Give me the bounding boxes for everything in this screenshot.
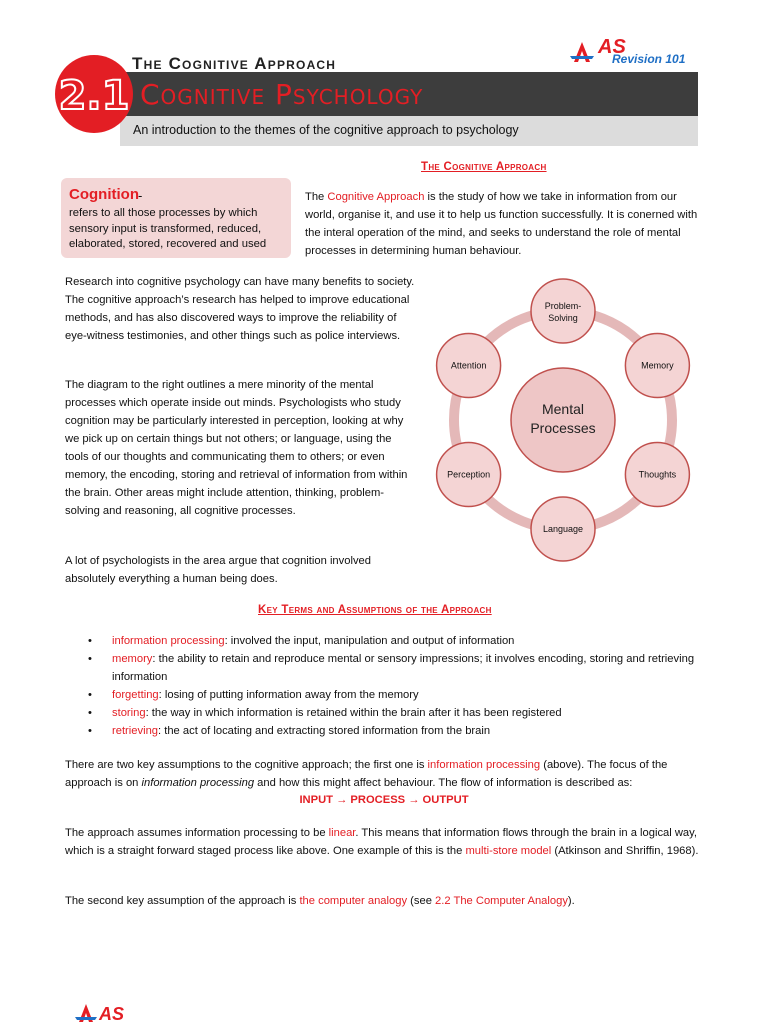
page-title: Cognitive Psychology — [140, 78, 424, 111]
definition-dash: - — [138, 188, 143, 203]
chapter-number: 2.1 — [58, 73, 130, 119]
list-item — [88, 722, 708, 740]
logo-revision-text: Revision 101 — [612, 52, 686, 66]
center-label-line1: Mental — [541, 401, 585, 417]
footer-as-logo-icon — [75, 1000, 155, 1024]
assumptions-paragraph — [65, 756, 705, 792]
approach-text-post: is the study of how we take in information from our world, organise it, and use it to help us function successfully. It is conerned with the interal operation of the mind, and seeks to understand the role of mental processes in determining human behaviour. — [305, 191, 698, 257]
assumptions-text-c: and how this might affect behaviour. The flow of information is described as: — [254, 777, 633, 789]
assumptions-text-b: (above). The focus of the approach is on — [65, 759, 668, 789]
second-assumption-paragraph — [65, 892, 705, 910]
linear-term: linear — [328, 827, 356, 839]
bullet-icon: • — [88, 635, 92, 647]
key-term-definition: : the ability to retain and reproduce mental or sensory impressions; it involves encoding, storing and retrieving information — [112, 653, 695, 683]
list-item — [88, 650, 708, 686]
mental-processes-diagram — [420, 268, 704, 568]
list-item — [88, 632, 708, 650]
bullet-icon: • — [88, 689, 92, 701]
approach-paragraph — [305, 188, 705, 260]
page-subtitle: The Cognitive Approach — [132, 54, 337, 73]
bullet-icon: • — [88, 707, 92, 719]
second-text-a: The second key assumption of the approach is — [65, 895, 300, 907]
computer-analogy-link[interactable]: 2.2 The Computer Analogy — [435, 895, 568, 907]
assumptions-term: information processing — [427, 759, 541, 771]
section-heading-cognitive-approach: The Cognitive Approach — [421, 161, 547, 173]
information-flow: INPUT → PROCESS → OUTPUT — [299, 794, 469, 806]
definition-term: Cognition — [69, 186, 139, 203]
process-node-label: Language — [542, 524, 584, 534]
assumptions-text-a: There are two key assumptions to the cognitive approach; the first one is — [65, 759, 428, 771]
section-heading-key-terms: Key Terms and Assumptions of the Approach — [258, 604, 492, 616]
footer-logo-text: AS — [99, 1004, 125, 1024]
computer-analogy-term: the computer analogy — [299, 895, 408, 907]
key-term-definition: : involved the input, manipulation and output of information — [224, 635, 515, 647]
key-terms-list — [88, 632, 708, 740]
approach-text-pre: The — [305, 191, 328, 203]
key-term-definition: : losing of putting information away from the memory — [158, 689, 419, 701]
approach-term: Cognitive Approach — [327, 191, 425, 203]
key-term-definition: : the way in which information is retained within the brain after it has been registered — [145, 707, 562, 719]
assumptions-italic: information processing — [141, 777, 255, 789]
bullet-icon: • — [88, 725, 92, 737]
linear-text-a: The approach assumes information processing to be — [65, 827, 329, 839]
process-node-label: Problem- — [544, 301, 582, 311]
process-node-label-line2: Solving — [548, 313, 578, 323]
key-term: storing — [112, 707, 146, 719]
definition-text: refers to all those processes by which sensory input is transformed, reduced, elaborated, stored, recovered and used — [69, 207, 267, 250]
multi-store-term: multi-store model — [465, 845, 552, 857]
key-term: information processing — [112, 635, 225, 647]
linear-paragraph — [65, 824, 705, 860]
second-text-b: (see — [407, 895, 436, 907]
center-label-line2: Processes — [530, 420, 596, 436]
intro-text: An introduction to the themes of the cognitive approach to psychology — [133, 123, 519, 137]
research-paragraph: Research into cognitive psychology can have many benefits to society. The cognitive approach’s research has helped to improve educational methods, and has also discovered ways to improve the reliability of eye-witness testimonies, and other things such as police interviews. — [65, 276, 415, 342]
logo-as-text: AS — [598, 36, 626, 58]
second-text-c: ). — [567, 895, 575, 907]
key-term-definition: : the act of locating and extracting stored information from the brain — [158, 725, 491, 737]
key-term: retrieving — [112, 725, 159, 737]
process-node-label: Thoughts — [638, 469, 677, 480]
list-item — [88, 686, 708, 704]
linear-text-c: (Atkinson and Shriffin, 1968). — [551, 845, 699, 857]
key-term: forgetting — [112, 689, 159, 701]
process-node-label: Attention — [450, 360, 487, 371]
diagram-paragraph: The diagram to the right outlines a mere minority of the mental processes which operate inside out minds. Psychologists who study cognition may be particularly interested in perception, looking at why we pick up on certain things but not others; or language, using the tools of our thoughts and communicating them to others; or even memory, the encoding, storing and retrieval of information from within the brain. Other areas might include attention, thinking, problem-solving and reasoning, all cognitive processes. — [65, 379, 408, 517]
process-node-label: Perception — [447, 469, 491, 480]
process-node-label: Memory — [641, 360, 674, 371]
linear-text-b: . This means that information flows through the brain in a logical way, which is a straight forward staged process like above. One example of this is the — [65, 827, 698, 857]
bullet-icon: • — [88, 653, 92, 665]
key-term: memory — [112, 653, 153, 665]
everything-paragraph: A lot of psychologists in the area argue that cognition involved absolutely everything a human being does. — [65, 555, 371, 585]
process-node — [531, 279, 595, 343]
list-item — [88, 704, 708, 722]
